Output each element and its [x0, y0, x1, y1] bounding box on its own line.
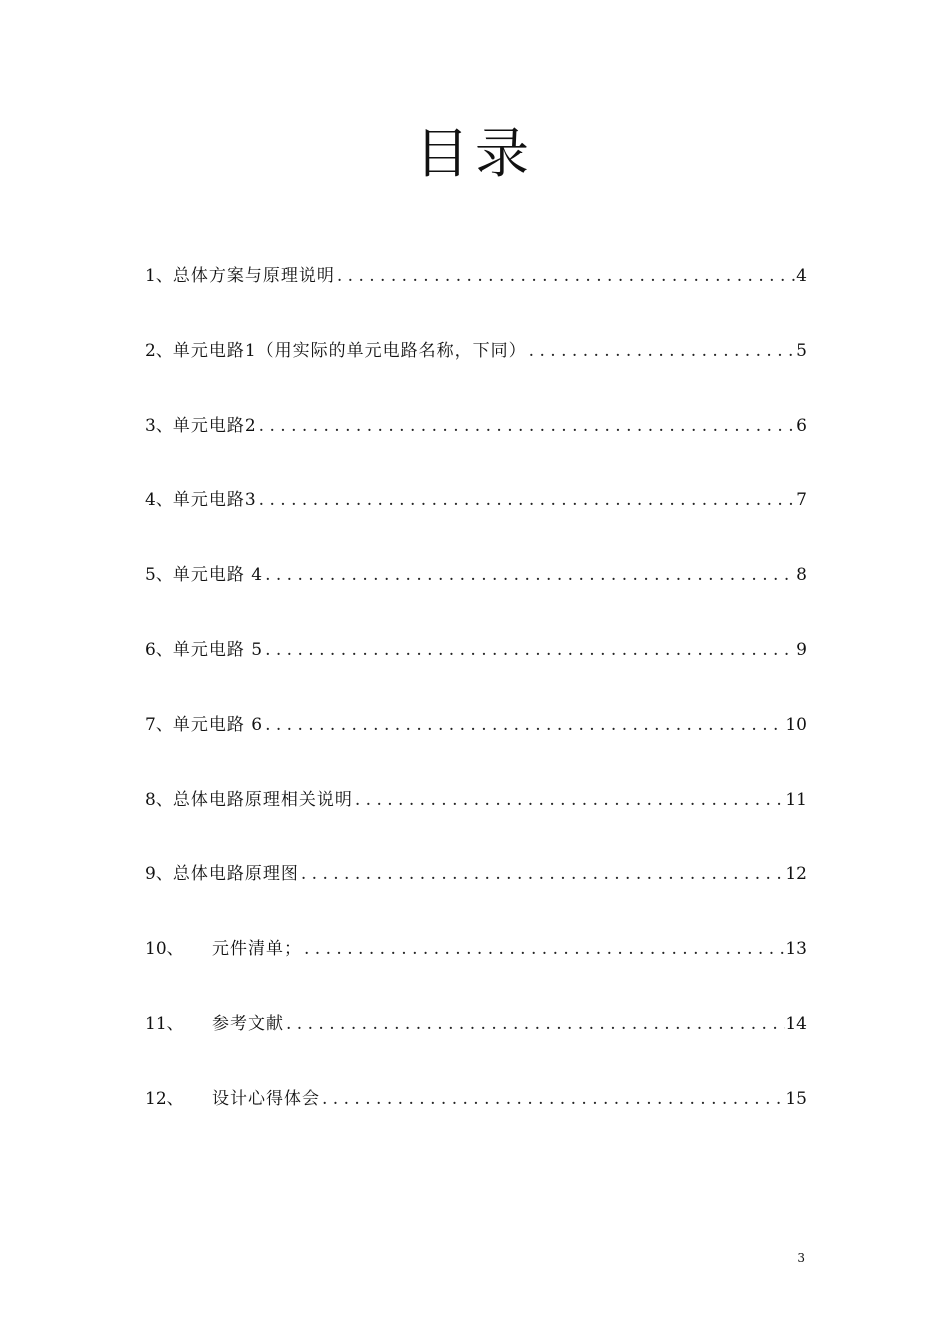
- toc-entry-title: 总体方案与原理说明: [172, 266, 335, 286]
- toc-entry-page: 5: [796, 340, 807, 361]
- toc-entry-page: 9: [796, 639, 807, 660]
- toc-entry-title: 参考文献: [212, 1013, 284, 1034]
- toc-dot-leader: [527, 332, 797, 370]
- toc-entry-title: 单元电路2: [172, 415, 257, 436]
- toc-dot-leader: [284, 1005, 785, 1043]
- toc-entry[interactable]: [145, 855, 807, 893]
- toc-entry-page: 4: [796, 266, 807, 286]
- toc-entry-title: 单元电路1（用实际的单元电路名称，下同）: [172, 340, 527, 361]
- toc-dot-leader: [263, 556, 796, 594]
- toc-entry-page: 7: [796, 490, 807, 511]
- toc-entry-title: 单元电路 5: [172, 639, 264, 660]
- toc-entry-number: 8、: [145, 789, 173, 810]
- toc-entry-page: 6: [796, 415, 807, 436]
- toc-entry[interactable]: [145, 407, 807, 445]
- page-title: 目录: [415, 122, 535, 186]
- toc-entry[interactable]: [145, 781, 807, 819]
- toc-entry[interactable]: [145, 556, 807, 594]
- toc-entry-page: 12: [785, 864, 807, 885]
- toc-entry-page: 14: [785, 1013, 807, 1034]
- toc-entry[interactable]: [145, 706, 807, 744]
- toc-entry-title: 单元电路 4: [172, 565, 264, 586]
- page-number: 3: [797, 1251, 805, 1265]
- toc-entry-number: 1、: [145, 266, 173, 286]
- toc-entry[interactable]: [145, 1005, 807, 1043]
- toc-entry-number: 3、: [145, 415, 173, 436]
- toc-entry-number: 5、: [145, 565, 173, 586]
- toc-dot-leader: [263, 631, 796, 669]
- toc-entry[interactable]: [145, 257, 807, 295]
- toc-entry-number: 12、: [145, 1088, 184, 1109]
- toc-entry-title: 元件清单；: [212, 939, 302, 960]
- toc-entry-title: 设计心得体会: [212, 1088, 320, 1109]
- toc-entry-page: 11: [785, 789, 807, 810]
- toc-entry-number: 10、: [145, 939, 184, 960]
- toc-entry-number: 2、: [145, 340, 173, 361]
- toc-entry-number: 11、: [145, 1013, 184, 1034]
- toc-entry-page: 10: [785, 714, 807, 735]
- toc-entry[interactable]: [145, 332, 807, 370]
- toc-dot-leader: [335, 257, 796, 295]
- toc-entry[interactable]: [145, 930, 807, 968]
- toc-entry-title: 单元电路 6: [172, 714, 264, 735]
- toc-entry-number: 7、: [145, 714, 173, 735]
- toc-entry-title: 单元电路3: [172, 490, 257, 511]
- toc-dot-leader: [263, 706, 785, 744]
- toc-dot-leader: [302, 930, 785, 968]
- toc-entry-number: 4、: [145, 490, 173, 511]
- toc-entry-number: 6、: [145, 639, 173, 660]
- toc-dot-leader: [353, 781, 786, 819]
- toc-entry-page: 13: [785, 939, 807, 960]
- toc-entry[interactable]: [145, 481, 807, 519]
- toc-entry-page: 15: [785, 1088, 807, 1109]
- toc-dot-leader: [257, 407, 797, 445]
- toc-entry-page: 8: [796, 565, 807, 586]
- toc-entry[interactable]: [145, 1080, 807, 1118]
- toc-entry-title: 总体电路原理相关说明: [172, 789, 353, 810]
- toc-dot-leader: [299, 855, 786, 893]
- toc-dot-leader: [257, 481, 797, 519]
- toc-entry-title: 总体电路原理图: [172, 864, 299, 885]
- toc-entry-number: 9、: [145, 864, 173, 885]
- toc-dot-leader: [320, 1080, 785, 1118]
- table-of-contents: [145, 257, 807, 1155]
- toc-entry[interactable]: [145, 631, 807, 669]
